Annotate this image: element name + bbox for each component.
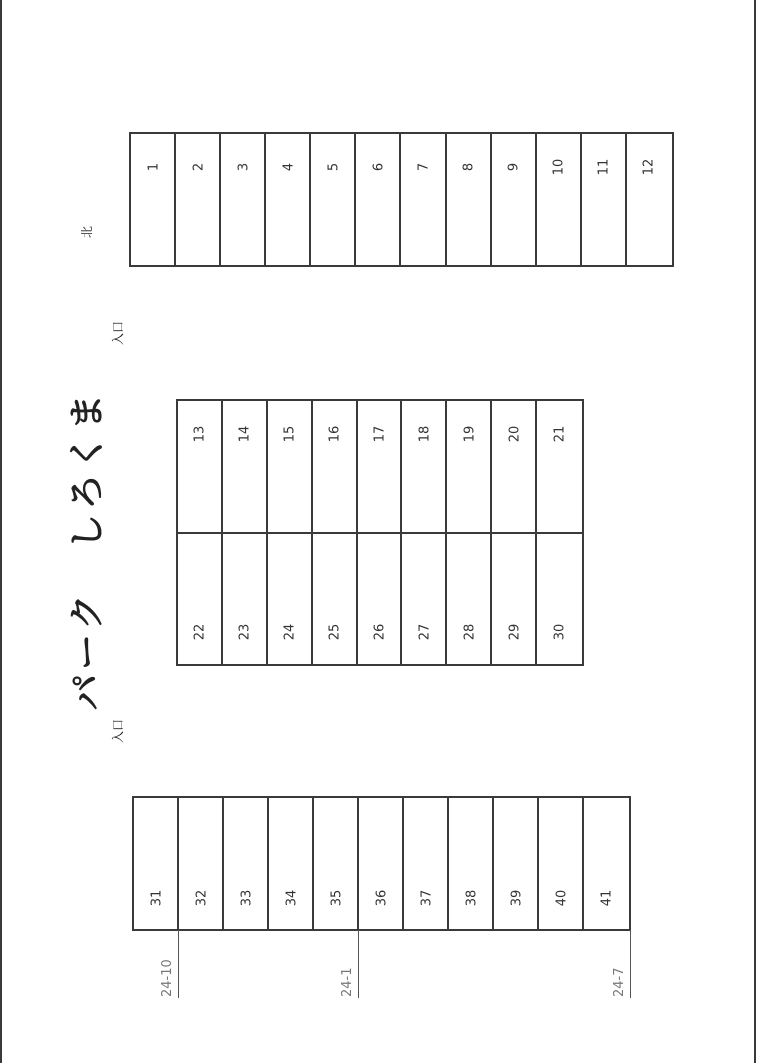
parking-space[interactable] bbox=[492, 401, 537, 533]
space-number: 18 bbox=[417, 425, 433, 443]
parking-space[interactable] bbox=[221, 134, 266, 265]
parking-space[interactable] bbox=[358, 401, 403, 533]
space-number: 33 bbox=[239, 889, 254, 907]
block-south bbox=[132, 796, 631, 931]
parking-space[interactable] bbox=[223, 401, 268, 533]
block-north bbox=[129, 132, 674, 267]
space-number: 36 bbox=[374, 889, 389, 907]
parking-space[interactable] bbox=[269, 798, 314, 929]
parking-space[interactable] bbox=[492, 533, 537, 665]
parking-space[interactable] bbox=[313, 401, 358, 533]
space-number: 21 bbox=[552, 425, 568, 443]
parking-space[interactable] bbox=[582, 134, 627, 265]
lot-number-label: 24-10 bbox=[160, 959, 175, 997]
parking-space[interactable] bbox=[359, 798, 404, 929]
space-number: 1 bbox=[146, 162, 162, 172]
space-number: 34 bbox=[284, 889, 299, 907]
parking-space[interactable] bbox=[537, 533, 582, 665]
parking-space[interactable] bbox=[537, 401, 582, 533]
parking-space[interactable] bbox=[313, 533, 358, 665]
parking-space[interactable] bbox=[358, 533, 403, 665]
page-border-left bbox=[0, 0, 2, 1063]
space-number: 7 bbox=[416, 162, 432, 172]
space-number: 19 bbox=[462, 425, 478, 443]
parking-space[interactable] bbox=[494, 798, 539, 929]
space-number: 3 bbox=[236, 162, 252, 172]
space-number: 24 bbox=[282, 623, 298, 641]
parking-space[interactable] bbox=[131, 134, 176, 265]
parking-space[interactable] bbox=[223, 533, 268, 665]
entrance-label-north: 入口 bbox=[111, 320, 125, 346]
parking-space[interactable] bbox=[314, 798, 359, 929]
lot-number-label: 24-1 bbox=[340, 967, 355, 997]
parking-space[interactable] bbox=[268, 533, 313, 665]
parking-space[interactable] bbox=[268, 401, 313, 533]
parking-space[interactable] bbox=[492, 134, 537, 265]
parking-space[interactable] bbox=[176, 134, 221, 265]
north-indicator: 北 bbox=[80, 225, 94, 239]
parking-space[interactable] bbox=[447, 401, 492, 533]
lot-boundary-line bbox=[630, 930, 631, 998]
space-number: 11 bbox=[596, 158, 612, 176]
space-number: 2 bbox=[191, 162, 207, 172]
parking-space[interactable] bbox=[179, 798, 224, 929]
parking-space[interactable] bbox=[311, 134, 356, 265]
parking-space[interactable] bbox=[627, 134, 672, 265]
parking-space[interactable] bbox=[404, 798, 449, 929]
space-number: 25 bbox=[327, 623, 343, 641]
parking-space[interactable] bbox=[224, 798, 269, 929]
parking-space[interactable] bbox=[266, 134, 311, 265]
block-center bbox=[176, 399, 584, 666]
space-number: 28 bbox=[462, 623, 478, 641]
parking-space[interactable] bbox=[134, 798, 179, 929]
space-number: 40 bbox=[554, 889, 569, 907]
space-number: 27 bbox=[417, 623, 433, 641]
page-border-right bbox=[754, 0, 756, 1063]
space-number: 8 bbox=[461, 162, 477, 172]
space-number: 23 bbox=[237, 623, 253, 641]
space-number: 38 bbox=[464, 889, 479, 907]
space-number: 26 bbox=[372, 623, 388, 641]
space-number: 6 bbox=[371, 162, 387, 172]
parking-space[interactable] bbox=[447, 134, 492, 265]
space-number: 16 bbox=[327, 425, 343, 443]
space-number: 15 bbox=[282, 425, 298, 443]
space-number: 41 bbox=[599, 889, 614, 907]
space-number: 4 bbox=[281, 162, 297, 172]
space-number: 32 bbox=[194, 889, 209, 907]
parking-space[interactable] bbox=[584, 798, 629, 929]
parking-space[interactable] bbox=[356, 134, 401, 265]
entrance-label-south: 入口 bbox=[111, 718, 125, 744]
space-number: 39 bbox=[509, 889, 524, 907]
parking-space[interactable] bbox=[539, 798, 584, 929]
space-number: 29 bbox=[507, 623, 523, 641]
lot-number-label: 24-7 bbox=[612, 967, 627, 997]
space-number: 9 bbox=[506, 162, 522, 172]
space-number: 35 bbox=[329, 889, 344, 907]
space-number: 37 bbox=[419, 889, 434, 907]
space-number: 20 bbox=[507, 425, 523, 443]
space-number: 5 bbox=[326, 162, 342, 172]
lot-boundary-line bbox=[178, 930, 179, 998]
parking-space[interactable] bbox=[537, 134, 582, 265]
parking-space[interactable] bbox=[447, 533, 492, 665]
parking-space[interactable] bbox=[449, 798, 494, 929]
parking-space[interactable] bbox=[402, 533, 447, 665]
space-number: 17 bbox=[372, 425, 388, 443]
space-number: 14 bbox=[237, 425, 253, 443]
space-number: 22 bbox=[192, 623, 208, 641]
parking-space[interactable] bbox=[402, 134, 447, 265]
space-number: 12 bbox=[641, 158, 657, 176]
parking-space[interactable] bbox=[402, 401, 447, 533]
lot-boundary-line bbox=[358, 930, 359, 998]
space-number: 30 bbox=[552, 623, 568, 641]
parking-space[interactable] bbox=[178, 533, 223, 665]
space-number: 13 bbox=[192, 425, 208, 443]
space-number: 10 bbox=[551, 158, 567, 176]
space-number: 31 bbox=[149, 889, 164, 907]
page-title: パーク しろくま bbox=[67, 389, 108, 711]
parking-space[interactable] bbox=[178, 401, 223, 533]
